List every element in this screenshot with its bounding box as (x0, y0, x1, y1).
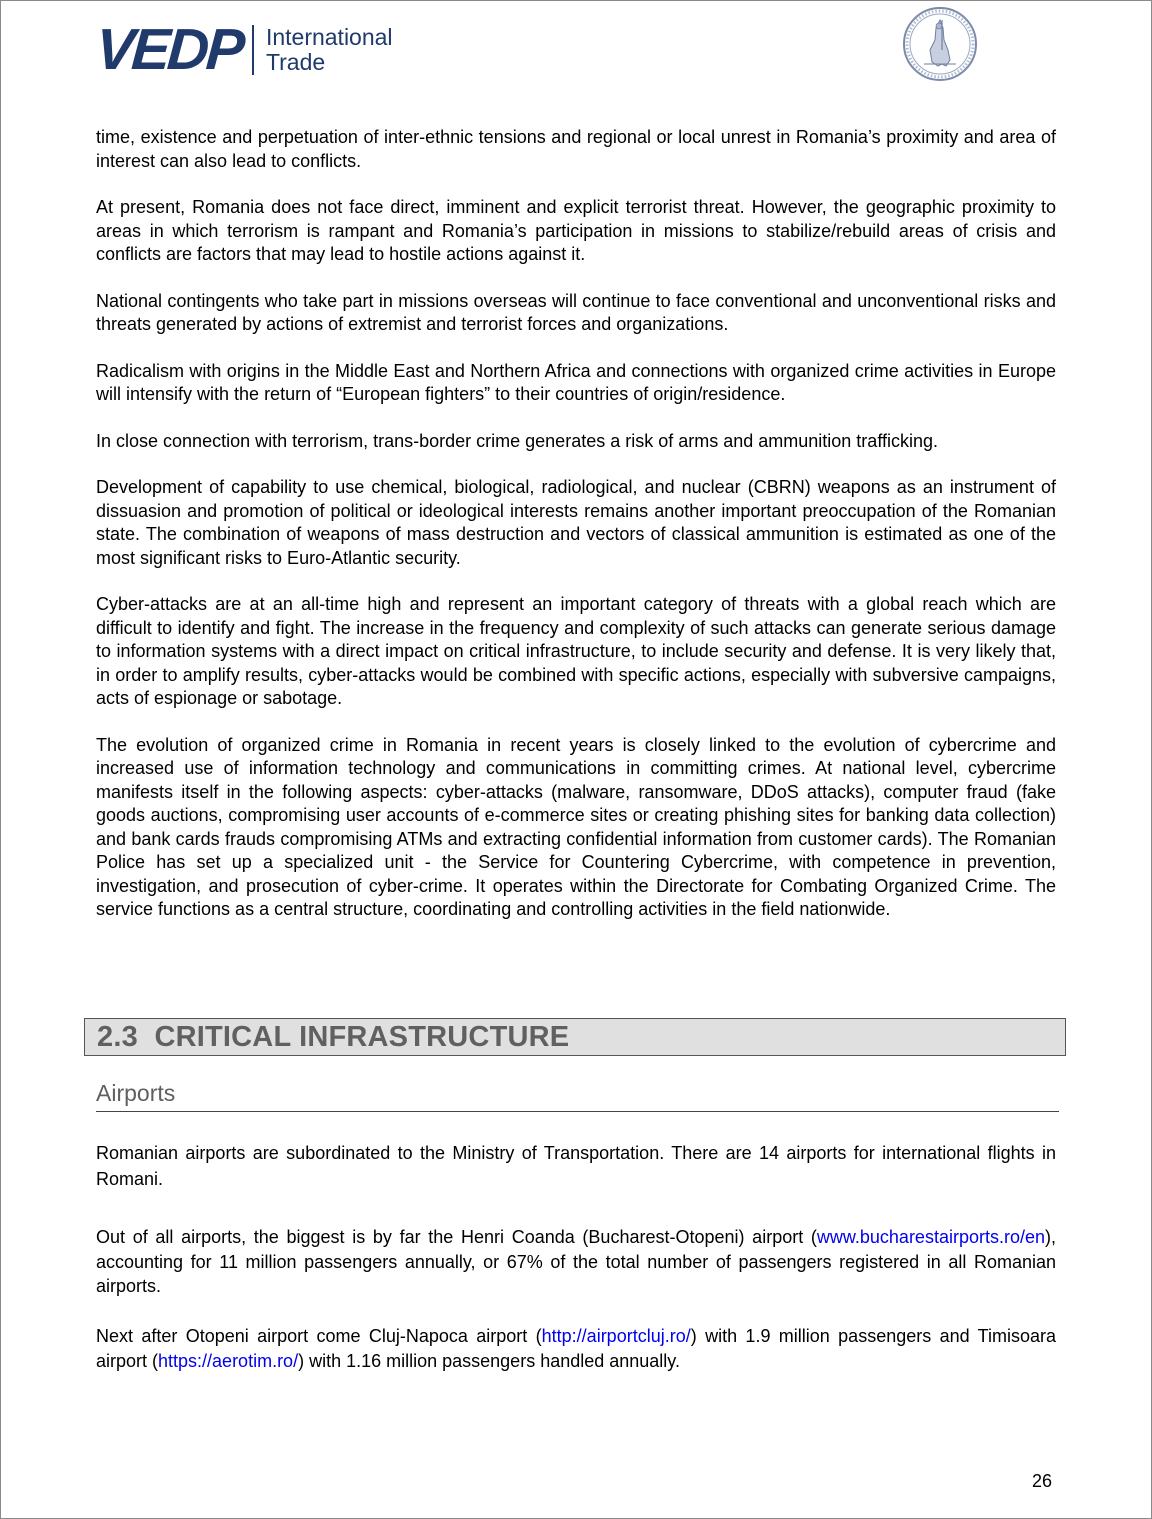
paragraph: The evolution of organized crime in Romania in recent years is closely linked to the evolution of cybercrime and increased use of information technology and communications in committing crimes. At national level, cybercrime manifests itself in the following aspects: cyber-attacks (malware, ransomware, DDoS attacks), computer fraud (fake goods auctions, compromising user accounts of e-commerce sites or creating phishing sites for banking data collection) and bank cards frauds compromising ATMs and extracting confidential information from customer cards). The Romanian Police has set up a specialized unit - the Service for Countering Cybercrime, with competence in prevention, investigation, and prosecution of cyber-crime. It operates within the Directorate for Combating Organized Crime. The service functions as a central structure, coordinating and controlling activities in the field nationwide. (96, 734, 1056, 919)
subheading-airports: Airports (96, 1080, 1059, 1112)
logo-text (266, 25, 393, 75)
paragraph: In close connection with terrorism, trans-border crime generates a risk of arms and ammunition trafficking. (96, 430, 939, 451)
airports-paragraph-3 (96, 1324, 1056, 1373)
airports-paragraph-2-text: Out of all airports, the biggest is by far the Henri Coanda (Bucharest-Otopeni) airport ( (96, 1227, 817, 1247)
vedp-logo (93, 17, 393, 82)
section-title (97, 1021, 569, 1054)
airports-paragraph-1-text: Romanian airports are subordinated to the Ministry of Transportation. There are 14 airports for international flights in Romani. (96, 1143, 1056, 1189)
logo-text-line2: Trade (265, 49, 326, 75)
section-number: 2.3 (97, 1021, 138, 1053)
paragraph: At present, Romania does not face direct, imminent and explicit terrorist threat. However, the geographic proximity to areas in which terrorism is rampant and Romania’s participation in missions to stabilize/rebuild areas of crisis and conflicts are factors that may lead to hostile actions against it. (96, 197, 1056, 264)
section-name: CRITICAL INFRASTRUCTURE (154, 1021, 570, 1053)
cluj-airport-link[interactable]: http://airportcluj.ro/ (541, 1326, 691, 1346)
airports-paragraph-1 (96, 1140, 1056, 1192)
airports-paragraph-2-text-end: ), accounting for 11 million passengers annually, or 67% of the total number of passengers registered in all Romanian airports. (96, 1227, 1056, 1296)
paragraph: Development of capability to use chemical, biological, radiological, and nuclear (CBRN) weapons as an instrument of dissuasion and promotion of political or ideological interests remains another important preoccupation of the Romanian state. The combination of weapons of mass destruction and vectors of classical ammunition is estimated as one of the most significant risks to Euro-Atlantic security. (96, 477, 1056, 568)
page-number: 26 (1032, 1471, 1053, 1491)
virginia-state-seal-icon (902, 6, 978, 82)
paragraph: time, existence and perpetuation of inter-ethnic tensions and regional or local unrest in Romania’s proximity and area of interest can also lead to conflicts. (96, 127, 1056, 171)
bucharest-airports-link[interactable]: www.bucharestairports.ro/en (816, 1227, 1045, 1247)
airports-paragraph-3-text-end: ) with 1.16 million passengers handled annually. (298, 1350, 680, 1371)
timisoara-airport-link[interactable]: https://aerotim.ro/ (158, 1350, 299, 1371)
logo-mark: VEDP (93, 17, 245, 82)
section-heading-bar (84, 1018, 1066, 1056)
logo-divider (252, 25, 254, 75)
body-content (96, 126, 1056, 922)
airports-paragraph-3-text: Next after Otopeni airport come Cluj-Napoca airport ( (96, 1326, 542, 1346)
airports-paragraph-2 (96, 1225, 1056, 1299)
paragraph: Radicalism with origins in the Middle East and Northern Africa and connections with organized crime activities in Europe will intensify with the return of “European fighters” to their countries of origin/residence. (96, 360, 1056, 404)
paragraph: Cyber-attacks are at an all-time high and represent an important category of threats with a global reach which are difficult to identify and fight. The increase in the frequency and complexity of such attacks can generate serious damage to information systems with a direct impact on critical infrastructure, to include security and defense. It is very likely that, in order to amplify results, cyber-attacks would be combined with specific actions, especially with subversive campaigns, acts of espionage or sabotage. (96, 594, 1056, 708)
paragraph: National contingents who take part in missions overseas will continue to face conventional and unconventional risks and threats generated by actions of extremist and terrorist forces and organizations. (96, 290, 1056, 334)
airports-paragraph-3-text-mid: ) with 1.9 million passengers and Timisoara airport ( (96, 1326, 1056, 1371)
logo-text-line1: International (265, 24, 393, 50)
